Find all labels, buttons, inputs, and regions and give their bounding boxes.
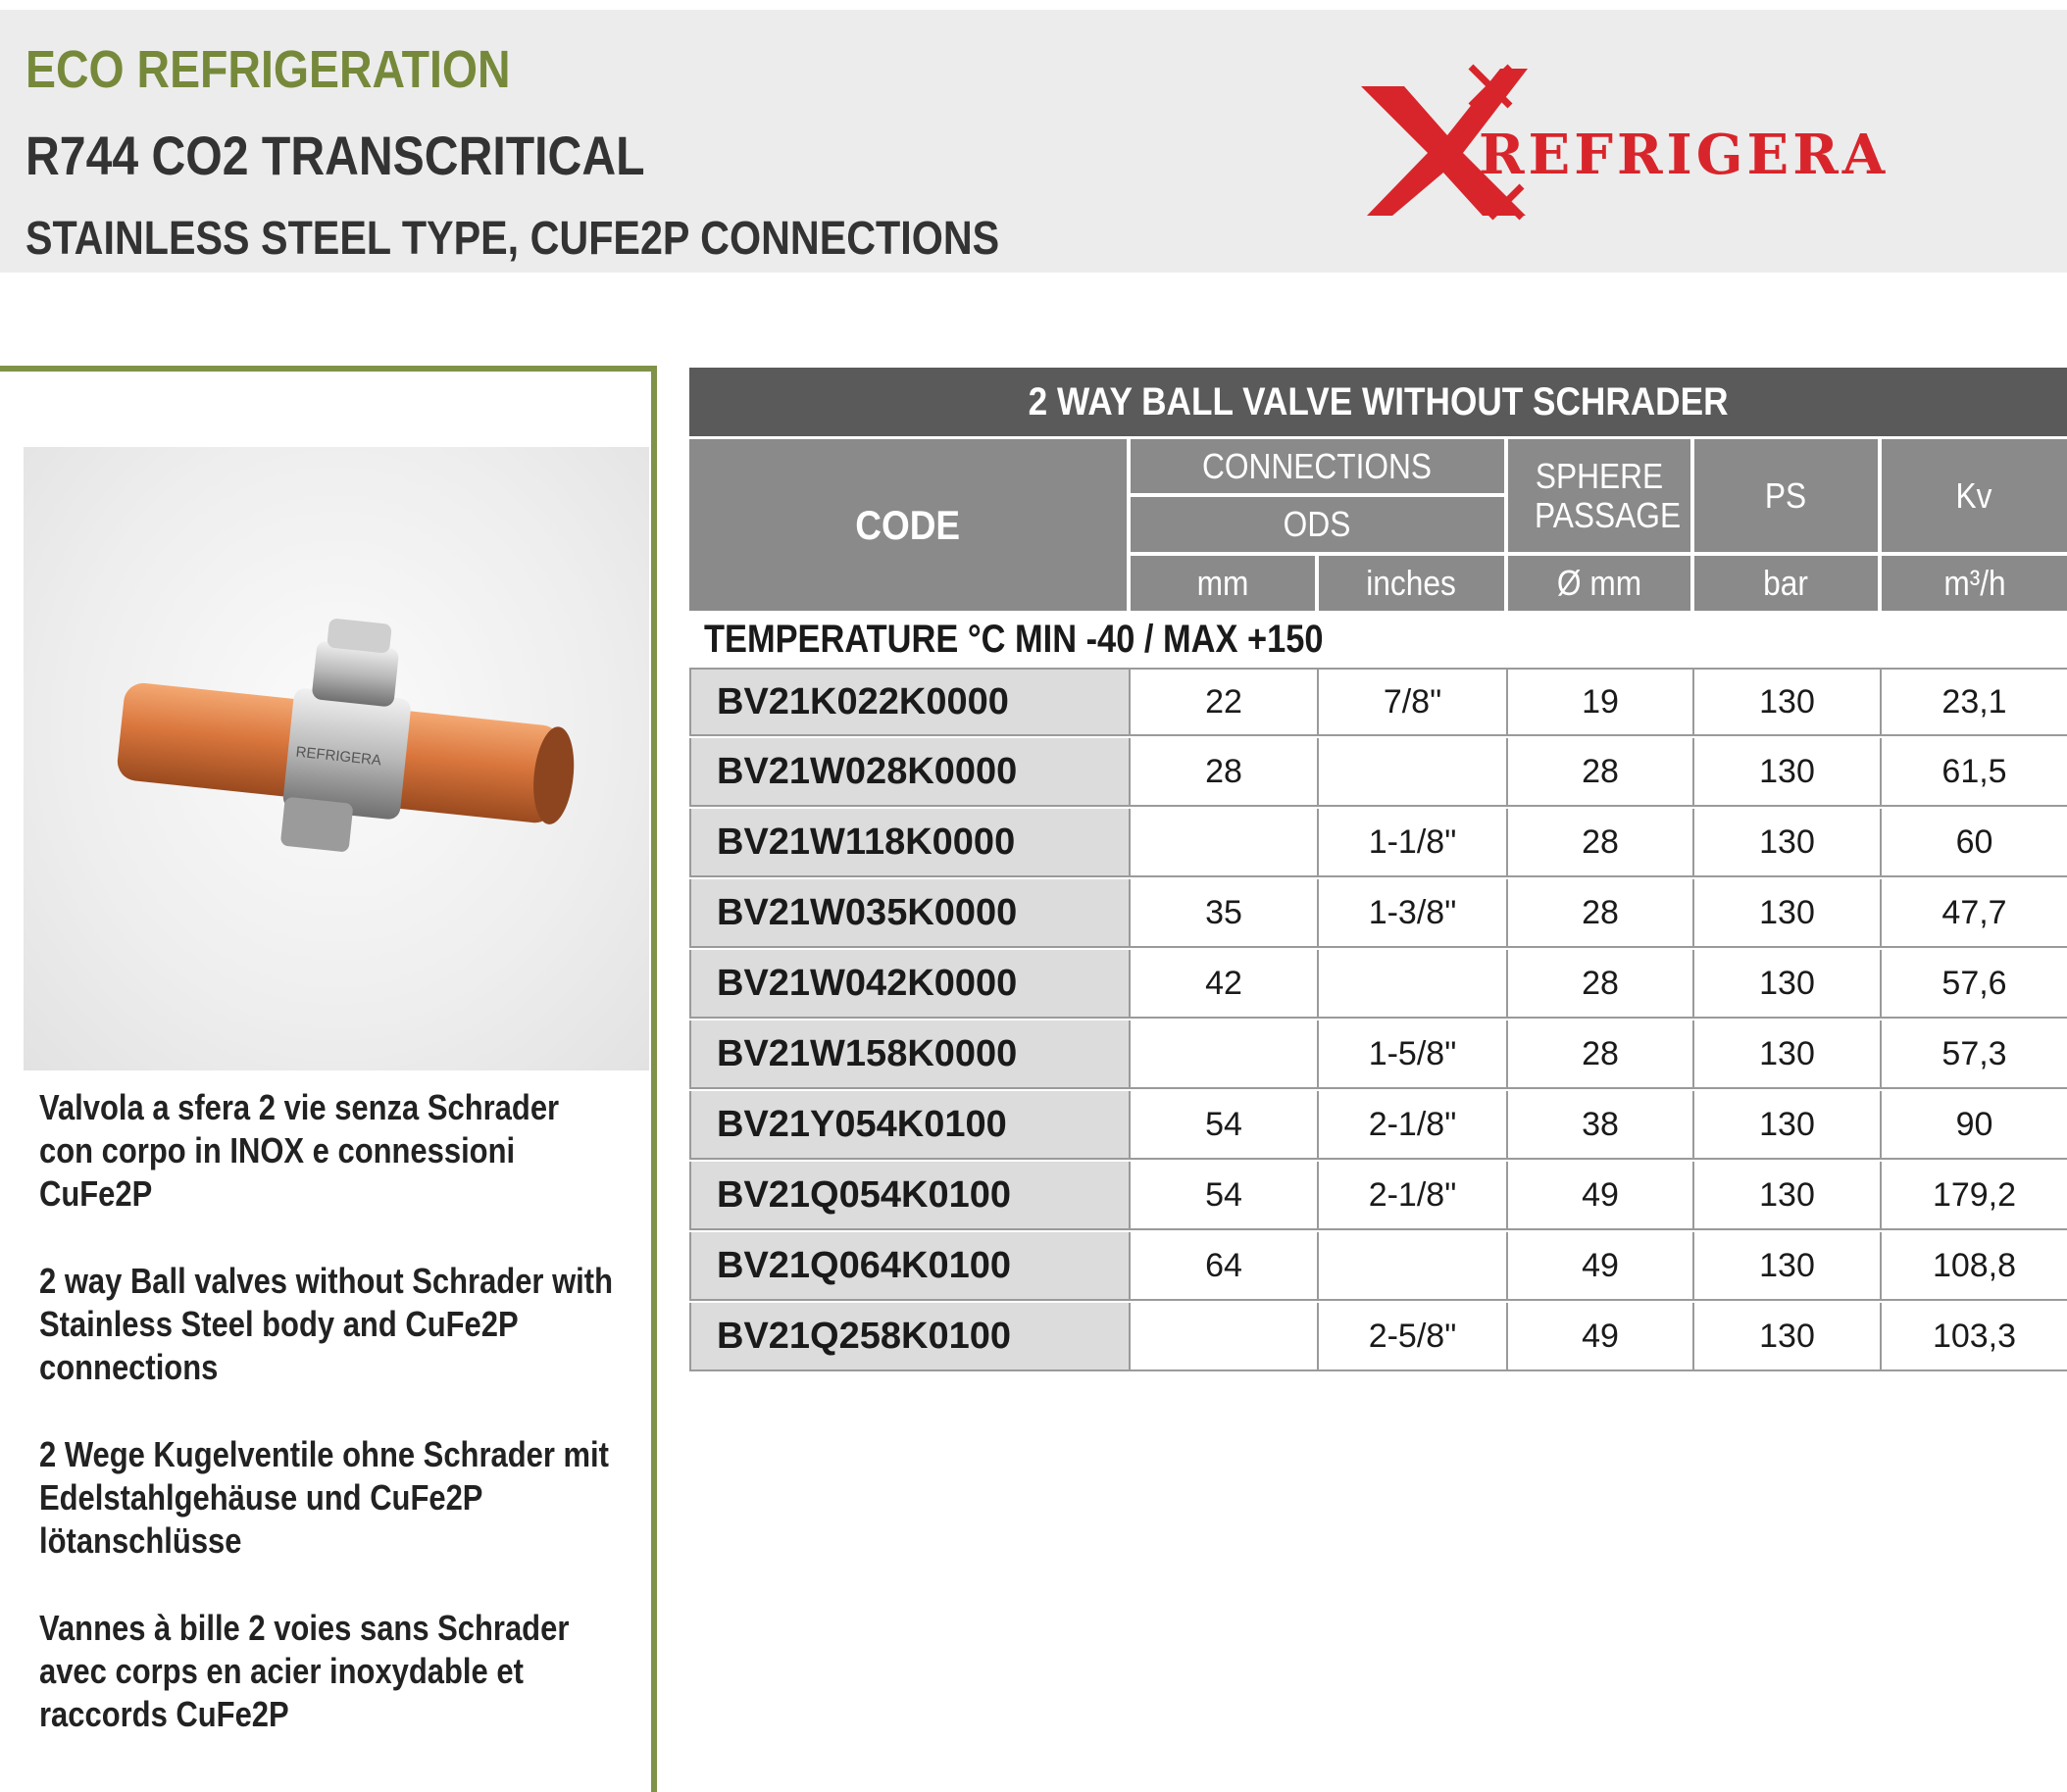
- cell-code: BV21K022K0000: [689, 668, 1131, 736]
- cell-inches: 1-3/8": [1319, 879, 1508, 948]
- cell-mm: 28: [1131, 738, 1319, 807]
- header-sphere-passage: [1508, 439, 1690, 552]
- cell-inches: 1-1/8": [1319, 809, 1508, 877]
- cell-code: BV21Q258K0100: [689, 1303, 1131, 1371]
- cell-sphere: 28: [1508, 738, 1694, 807]
- cell-inches: 7/8": [1319, 668, 1508, 736]
- header-unit-ps: [1694, 556, 1878, 611]
- cell-mm: 22: [1131, 668, 1319, 736]
- table-title-text: 2 WAY BALL VALVE WITHOUT SCHRADER: [1028, 379, 1729, 423]
- cell-code: BV21Y054K0100: [689, 1091, 1131, 1160]
- cell-sphere: 28: [1508, 950, 1694, 1019]
- cell-ps: 130: [1694, 738, 1882, 807]
- cell-inches: [1319, 950, 1508, 1019]
- cell-code: BV21W042K0000: [689, 950, 1131, 1019]
- cell-kv: 61,5: [1882, 738, 2067, 807]
- table-row: [689, 1162, 2067, 1230]
- cell-mm: 54: [1131, 1162, 1319, 1230]
- cell-mm: 35: [1131, 879, 1319, 948]
- cell-ps: 130: [1694, 1091, 1882, 1160]
- cell-sphere: 49: [1508, 1232, 1694, 1301]
- cell-sphere: 28: [1508, 879, 1694, 948]
- cell-inches: 2-1/8": [1319, 1162, 1508, 1230]
- cell-code: BV21Q064K0100: [689, 1232, 1131, 1301]
- header-ps: [1694, 439, 1878, 552]
- cell-ps: 130: [1694, 809, 1882, 877]
- header-code: [689, 439, 1127, 611]
- header-unit-inches: [1319, 556, 1504, 611]
- cell-code: BV21W118K0000: [689, 809, 1131, 877]
- cell-inches: 2-5/8": [1319, 1303, 1508, 1371]
- description-french: Vannes à bille 2 voies sans Schrader avec corps en acier inoxydable et raccords CuFe2P: [39, 1608, 570, 1734]
- cell-sphere: 49: [1508, 1303, 1694, 1371]
- table-title: [689, 368, 2067, 436]
- header-unit-inches-text: inches: [1366, 563, 1457, 603]
- header-unit-sphere-text: Ø mm: [1556, 563, 1642, 603]
- table-row: [689, 1232, 2067, 1301]
- cell-inches: 2-1/8": [1319, 1091, 1508, 1160]
- cell-inches: [1319, 1232, 1508, 1301]
- cell-kv: 60: [1882, 809, 2067, 877]
- product-type-line: STAINLESS STEEL TYPE, CUFE2P CONNECTIONS: [25, 213, 1000, 265]
- cell-ps: 130: [1694, 879, 1882, 948]
- cell-mm: [1131, 1303, 1319, 1371]
- cell-kv: 103,3: [1882, 1303, 2067, 1371]
- header-code-text: CODE: [855, 501, 961, 548]
- header-unit-sphere: [1508, 556, 1690, 611]
- cell-mm: [1131, 1020, 1319, 1089]
- cell-mm: [1131, 809, 1319, 877]
- header-unit-ps-text: bar: [1763, 563, 1809, 603]
- cell-sphere: 19: [1508, 668, 1694, 736]
- svg-text:REFRIGERA: REFRIGERA: [294, 743, 382, 770]
- cell-kv: 57,3: [1882, 1020, 2067, 1089]
- cell-code: BV21Q054K0100: [689, 1162, 1131, 1230]
- table-row: [689, 668, 2067, 736]
- cell-ps: 130: [1694, 1020, 1882, 1089]
- temperature-range: TEMPERATURE °C MIN -40 / MAX +150: [704, 618, 1324, 661]
- cell-code: BV21W035K0000: [689, 879, 1131, 948]
- cell-kv: 179,2: [1882, 1162, 2067, 1230]
- logo-text: REFRIGERA: [1479, 123, 1890, 187]
- table-row: [689, 1091, 2067, 1160]
- cell-sphere: 28: [1508, 809, 1694, 877]
- brand-title: ECO REFRIGERATION: [25, 40, 511, 99]
- cell-kv: 57,6: [1882, 950, 2067, 1019]
- header-ods: [1131, 497, 1504, 552]
- cell-kv: 47,7: [1882, 879, 2067, 948]
- header-unit-mm: [1131, 556, 1315, 611]
- product-subtitle: R744 CO2 TRANSCRITICAL: [25, 124, 645, 186]
- table-row: [689, 1303, 2067, 1371]
- header-ods-text: ODS: [1284, 504, 1351, 544]
- cell-code: BV21W028K0000: [689, 738, 1131, 807]
- cell-ps: 130: [1694, 950, 1882, 1019]
- cell-ps: 130: [1694, 1303, 1882, 1371]
- cell-kv: 90: [1882, 1091, 2067, 1160]
- header-unit-kv-text: m³/h: [1942, 563, 2006, 603]
- cell-sphere: 28: [1508, 1020, 1694, 1089]
- cell-ps: 130: [1694, 668, 1882, 736]
- cell-ps: 130: [1694, 1162, 1882, 1230]
- header-connections-text: CONNECTIONS: [1202, 445, 1433, 486]
- description-german: 2 Wege Kugelventile ohne Schrader mit Edelstahlgehäuse und CuFe2P lötanschlüsse: [39, 1434, 609, 1561]
- table-row: [689, 950, 2067, 1019]
- cell-sphere: 49: [1508, 1162, 1694, 1230]
- table-row: [689, 879, 2067, 948]
- cell-kv: 23,1: [1882, 668, 2067, 736]
- description-english: 2 way Ball valves without Schrader with Stainless Steel body and CuFe2P connections: [39, 1261, 614, 1387]
- description-italian: Valvola a sfera 2 vie senza Schrader con corpo in INOX e connessioni CuFe2P: [39, 1087, 560, 1214]
- header-unit-kv: [1882, 556, 2067, 611]
- cell-sphere: 38: [1508, 1091, 1694, 1160]
- header-kv: [1882, 439, 2067, 552]
- cell-inches: 1-5/8": [1319, 1020, 1508, 1089]
- refrigera-logo: [1353, 59, 1981, 230]
- cell-mm: 54: [1131, 1091, 1319, 1160]
- ball-valve-photo: [24, 447, 649, 1070]
- table-row: [689, 1020, 2067, 1089]
- cell-kv: 108,8: [1882, 1232, 2067, 1301]
- header-unit-mm-text: mm: [1196, 563, 1249, 603]
- header-kv-text: Kv: [1956, 474, 1992, 516]
- cell-mm: 42: [1131, 950, 1319, 1019]
- cell-code: BV21W158K0000: [689, 1020, 1131, 1089]
- header-sphere-text: SPHERE PASSAGE: [1535, 455, 1682, 535]
- cell-inches: [1319, 738, 1508, 807]
- header-ps-text: PS: [1765, 474, 1807, 516]
- cell-ps: 130: [1694, 1232, 1882, 1301]
- table-row: [689, 738, 2067, 807]
- header-connections: [1131, 439, 1504, 493]
- cell-mm: 64: [1131, 1232, 1319, 1301]
- table-row: [689, 809, 2067, 877]
